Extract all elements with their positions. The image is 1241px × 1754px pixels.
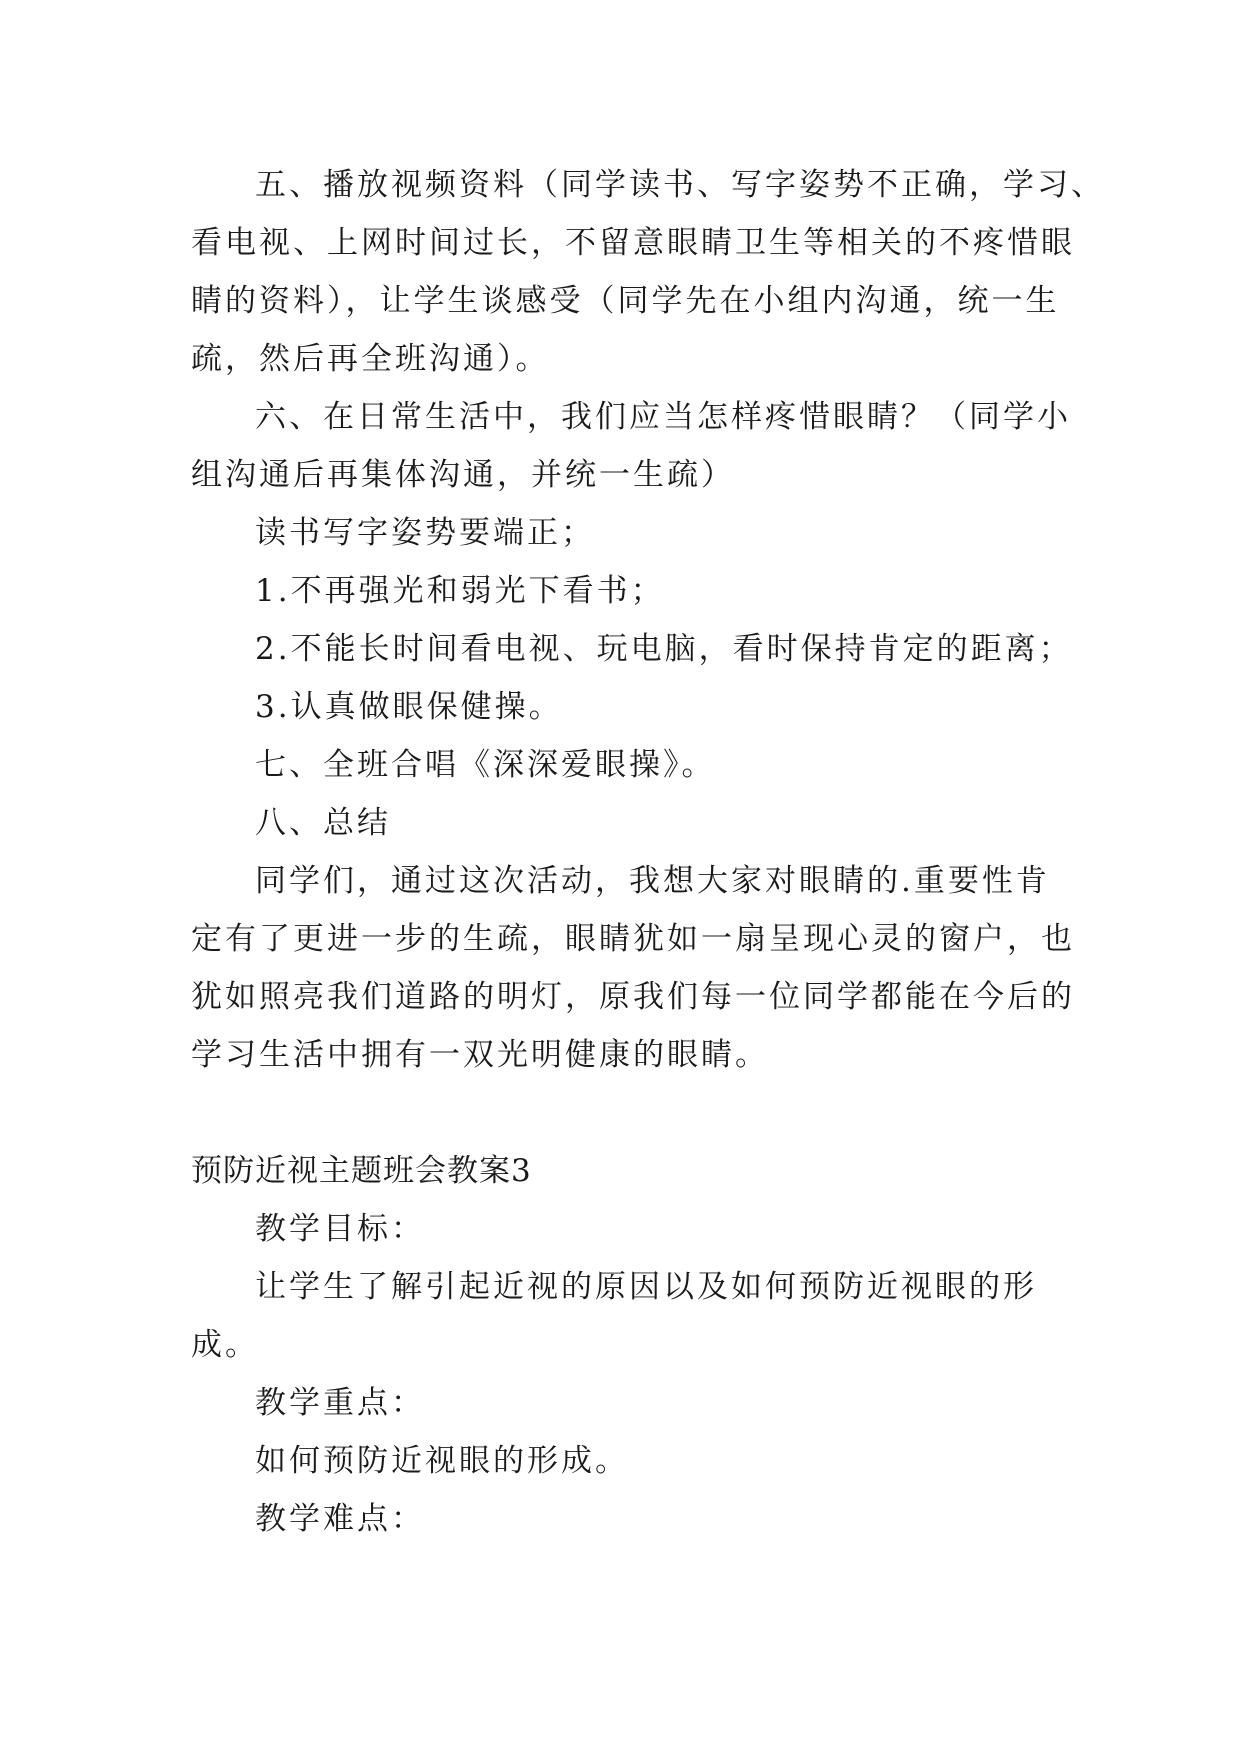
section-heading: 教学重点： <box>255 1385 425 1421</box>
paragraph-line: 六、在日常生活中，我们应当怎样疼惜眼睛？（同学小 <box>255 399 1071 435</box>
paragraph-line: 疏，然后再全班沟通）。 <box>191 341 550 377</box>
paragraph-line: 睛的资料），让学生谈感受（同学先在小组内沟通，统一生 <box>191 283 1060 319</box>
section-heading: 教学目标： <box>255 1211 425 1247</box>
paragraph-line: 组沟通后再集体沟通，并统一生疏） <box>191 457 735 493</box>
list-item: 1.不再强光和弱光下看书； <box>255 573 665 609</box>
paragraph-line: 如何预防近视眼的形成。 <box>255 1443 629 1479</box>
paragraph-line: 看电视、上网时间过长，不留意眼睛卫生等相关的不疼惜眼 <box>191 225 1075 261</box>
paragraph-line: 五、播放视频资料（同学读书、写字姿势不正确，学习、 <box>255 167 1105 203</box>
document-title: 预防近视主题班会教案3 <box>191 1153 532 1189</box>
paragraph-line: 定有了更进一步的生疏，眼睛犹如一扇呈现心灵的窗户，也 <box>191 921 1075 957</box>
paragraph-line: 让学生了解引起近视的原因以及如何预防近视眼的形 <box>255 1269 1037 1305</box>
paragraph-line: 学习生活中拥有一双光明健康的眼睛。 <box>191 1037 769 1073</box>
paragraph-line: 读书写字姿势要端正； <box>255 515 595 551</box>
list-item: 2.不能长时间看电视、玩电脑，看时保持肯定的距离； <box>255 631 1073 667</box>
list-item: 3.认真做眼保健操。 <box>255 689 563 725</box>
section-heading: 八、总结 <box>255 805 391 841</box>
paragraph-line: 犹如照亮我们道路的明灯，原我们每一位同学都能在今后的 <box>191 979 1075 1015</box>
paragraph-line: 七、全班合唱《深深爱眼操》。 <box>255 747 716 783</box>
paragraph-line: 成。 <box>191 1327 259 1363</box>
section-heading: 教学难点： <box>255 1501 425 1537</box>
paragraph-line: 同学们，通过这次活动，我想大家对眼睛的.重要性肯 <box>255 863 1050 899</box>
